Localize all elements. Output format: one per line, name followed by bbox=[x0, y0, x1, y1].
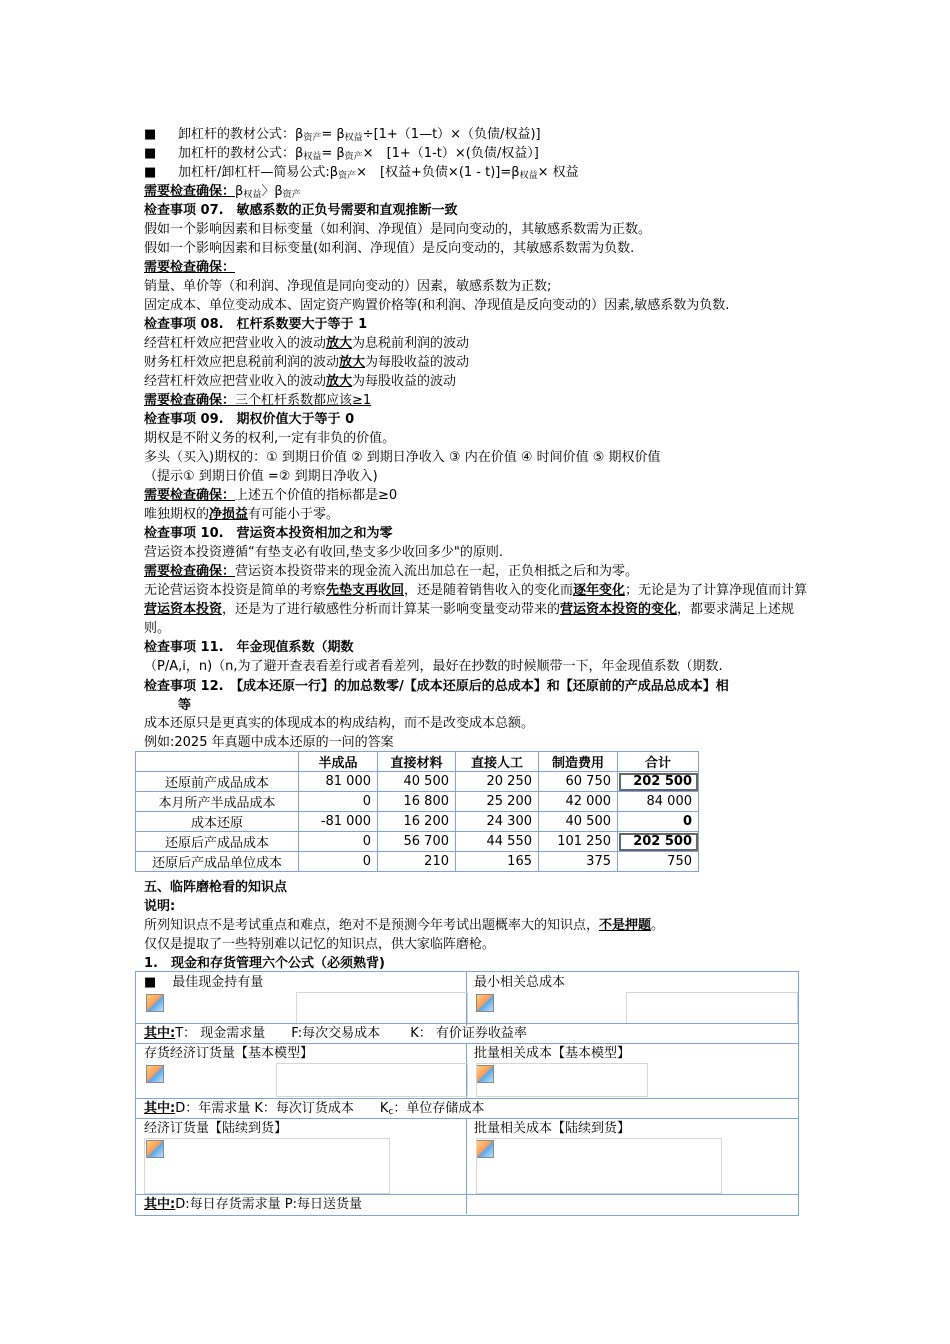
table-header-cell: 直接材料 bbox=[378, 752, 456, 772]
formula-note: 其中:D：年需求量 K：每次订货成本 $K_c$：单位存储成本 bbox=[144, 1101, 485, 1117]
bullet-icon: ■ bbox=[144, 127, 157, 142]
table-cell: 16 200 bbox=[378, 812, 456, 832]
table-cell: 25 200 bbox=[456, 792, 539, 812]
table-cell-highlighted: 202 500 bbox=[618, 832, 699, 852]
table-cell: 0 bbox=[299, 792, 378, 812]
table-cell: 81 000 bbox=[299, 772, 378, 792]
note-label: 说明: bbox=[144, 899, 176, 914]
bullet-icon: ■ bbox=[144, 975, 157, 990]
ensure-label: 需要检查确保： bbox=[144, 260, 236, 275]
table-cell: 375 bbox=[539, 852, 618, 872]
table-cell: 还原前产成品成本 bbox=[136, 772, 299, 792]
table-cell: 60 750 bbox=[539, 772, 618, 792]
table-cell: 20 250 bbox=[456, 772, 539, 792]
table-cell: 0 bbox=[299, 852, 378, 872]
table-cell: -81 000 bbox=[299, 812, 378, 832]
paragraph: 多头（买入)期权的：① 到期日价值 ② 到期日净收入 ③ 内在价值 ④ 时间价值 ⑤ 期权价值 bbox=[144, 450, 661, 465]
table-row bbox=[136, 832, 699, 852]
paragraph: 假如一个影响因素和目标变量(如利润、净现值）是反向变动的，其敏感系数需为负数. bbox=[144, 241, 635, 256]
heading-item07: 检查事项 07. 敏感系数的正负号需要和直观推断一致 bbox=[144, 203, 458, 218]
broken-image-icon bbox=[146, 1065, 164, 1083]
formula-grid bbox=[135, 971, 799, 1216]
paragraph: 仅仅是提取了一些特别难以记忆的知识点，供大家临阵磨枪。 bbox=[144, 937, 496, 952]
table-cell: 还原后产成品单位成本 bbox=[136, 852, 299, 872]
paragraph: 期权是不附义务的权利,一定有非负的价值。 bbox=[144, 431, 396, 446]
bullet-icon: ■ bbox=[144, 146, 157, 161]
table-cell: 210 bbox=[378, 852, 456, 872]
ensure-line: 需要检查确保：三个杠杆系数都应该≥1 bbox=[144, 393, 372, 408]
section-title: 五、临阵磨枪看的知识点 bbox=[144, 880, 288, 895]
heading-item09: 检查事项 09. 期权价值大于等于 0 bbox=[144, 412, 355, 427]
formula-note: 其中:T： 现金需求量 F:每次交易成本 K： 有价证券收益率 bbox=[144, 1026, 527, 1041]
table-row bbox=[136, 772, 699, 792]
table-header-cell: 直接人工 bbox=[456, 752, 539, 772]
table-cell: 56 700 bbox=[378, 832, 456, 852]
paragraph: 经营杠杆效应把营业收入的波动放大为每股收益的波动 bbox=[144, 374, 457, 389]
formula-note-row bbox=[136, 1098, 798, 1119]
heading-item08: 检查事项 08. 杠杆系数要大于等于 1 bbox=[144, 317, 368, 332]
paragraph: 唯独期权的净损益有可能小于零。 bbox=[144, 507, 340, 522]
formula-image-frame bbox=[476, 1138, 722, 1194]
table-cell: 40 500 bbox=[378, 772, 456, 792]
subsection-title: 1. 现金和存货管理六个公式（必须熟背) bbox=[144, 956, 385, 971]
formula-image-frame bbox=[626, 992, 798, 1024]
table-row bbox=[136, 812, 699, 832]
table-cell: 42 000 bbox=[539, 792, 618, 812]
formula-cell-label: ■ 最佳现金持有量 bbox=[144, 975, 264, 990]
table-cell: 成本还原 bbox=[136, 812, 299, 832]
broken-image-icon bbox=[146, 994, 164, 1012]
heading-item11: 检查事项 11. 年金现值系数（期数 bbox=[144, 640, 354, 655]
ensure-line: 需要检查确保：上述五个价值的指标都是≥0 bbox=[144, 488, 398, 503]
table-header-cell: 半成品 bbox=[299, 752, 378, 772]
formula-row bbox=[136, 1043, 798, 1098]
table-header-cell: 制造费用 bbox=[539, 752, 618, 772]
table-cell: 84 000 bbox=[618, 792, 699, 812]
paragraph: （提示① 到期日价值 =② 到期日净收入) bbox=[144, 469, 378, 484]
table-cell: 101 250 bbox=[539, 832, 618, 852]
ensure-line-beta: 需要检查确保：$\beta_{权益}$〉$\beta_{资产}$ bbox=[144, 184, 301, 200]
table-cell: 0 bbox=[618, 812, 699, 832]
formula-note-row bbox=[136, 1023, 798, 1044]
formula-note-row bbox=[136, 1194, 798, 1215]
paragraph: 所列知识点不是考试重点和难点，绝对不是预测今年考试出题概率大的知识点，不是押题。 bbox=[144, 918, 665, 933]
paragraph: 销量、单价等（和利润、净现值是同向变动的）因素，敏感系数为正数; bbox=[144, 279, 552, 294]
table-row bbox=[136, 792, 699, 812]
paragraph: 假如一个影响因素和目标变量（如利润、净现值）是同向变动的，其敏感系数需为正数。 bbox=[144, 222, 652, 237]
table-cell: 16 800 bbox=[378, 792, 456, 812]
formula-cell-label: 最小相关总成本 bbox=[474, 975, 566, 990]
table-cell: 24 300 bbox=[456, 812, 539, 832]
formula-image-frame bbox=[144, 1138, 390, 1194]
paragraph: 成本还原只是更真实的体现成本的构成结构，而不是改变成本总额。 bbox=[144, 716, 535, 731]
formula-image-frame bbox=[296, 992, 468, 1024]
formula-cell-label: 存货经济订货量【基本模型】 bbox=[144, 1046, 314, 1061]
paragraph: 财务杠杆效应把息税前利润的波动放大为每股收益的波动 bbox=[144, 355, 470, 370]
formula-cell-label: 经济订货量【陆续到货】 bbox=[144, 1121, 288, 1136]
paragraph: 营运资本投资遵循“有垫支必有收回,垫支多少收回多少"的原则. bbox=[144, 545, 503, 560]
table-cell: 0 bbox=[299, 832, 378, 852]
table-header-cell: 合计 bbox=[618, 752, 699, 772]
formula-note: 其中:D:每日存货需求量 P:每日送货量 bbox=[144, 1197, 362, 1212]
table-cell: 750 bbox=[618, 852, 699, 872]
table-cell: 40 500 bbox=[539, 812, 618, 832]
formula-line-simple: ■ 加杠杆/卸杠杆—简易公式$:\beta_{资产}\times$ [权益+负债$\times(1 - t)]=\beta_{权益}\times$ 权益 bbox=[144, 165, 579, 181]
heading-item12: 检查事项 12. 【成本还原一行】的加总数零/【成本还原后的总成本】和【还原前的产成品总成本】相 等 bbox=[144, 679, 729, 713]
table-cell: 165 bbox=[456, 852, 539, 872]
formula-image-frame bbox=[276, 1063, 468, 1097]
formula-cell-label: 批量相关成本【基本模型】 bbox=[474, 1046, 631, 1061]
paragraph: 无论营运资本投资是简单的考察先垫支再收回，还是随着销售收入的变化而逐年变化；无论是为了计算净现值而计算营运资本投资，还是为了进行敏感性分析而计算某一影响变量变动带来的营运资本投资的变化，都要求满足上述规则。 bbox=[144, 583, 808, 636]
broken-image-icon bbox=[476, 994, 494, 1012]
cost-reconciliation-table bbox=[135, 751, 699, 872]
bullet-icon: ■ bbox=[144, 165, 157, 180]
formula-image-frame bbox=[476, 1063, 648, 1097]
formula-cell-label: 批量相关成本【陆续到货】 bbox=[474, 1121, 631, 1136]
formula-line-unlever: ■ 卸杠杆的教材公式：$\beta_{资产}=$ $\beta_{权益}\div[1+(1—t)\times$（负债/权益)] bbox=[144, 127, 541, 143]
paragraph: 固定成本、单位变动成本、固定资产购置价格等(和利润、净现值是反向变动的）因素,敏感系数为负数. bbox=[144, 298, 730, 313]
paragraph: （P/A,i，n)（n,为了避开查表看差行或者看差列，最好在抄数的时候顺带一下，年金现值系数（期数. bbox=[144, 659, 723, 674]
table-header-row bbox=[136, 752, 699, 772]
table-header-cell bbox=[136, 752, 299, 772]
table-cell-highlighted: 202 500 bbox=[618, 772, 699, 792]
paragraph: 经营杠杆效应把营业收入的波动放大为息税前利润的波动 bbox=[144, 336, 470, 351]
table-cell: 44 550 bbox=[456, 832, 539, 852]
formula-line-relever: ■ 加杠杆的教材公式：$\beta_{权益}= \beta_{资产}\times$ [1+（1-t）×(负债/权益）] bbox=[144, 146, 539, 162]
ensure-line: 需要检查确保：营运资本投资带来的现金流入流出加总在一起，正负相抵之后和为零。 bbox=[144, 564, 639, 579]
table-cell: 还原后产成品成本 bbox=[136, 832, 299, 852]
paragraph: 例如:2025 年真题中成本还原的一问的答案 bbox=[144, 735, 394, 750]
heading-item10: 检查事项 10. 营运资本投资相加之和为零 bbox=[144, 526, 393, 541]
table-row bbox=[136, 852, 699, 872]
formula-row bbox=[136, 1118, 798, 1195]
table-cell: 本月所产半成品成本 bbox=[136, 792, 299, 812]
